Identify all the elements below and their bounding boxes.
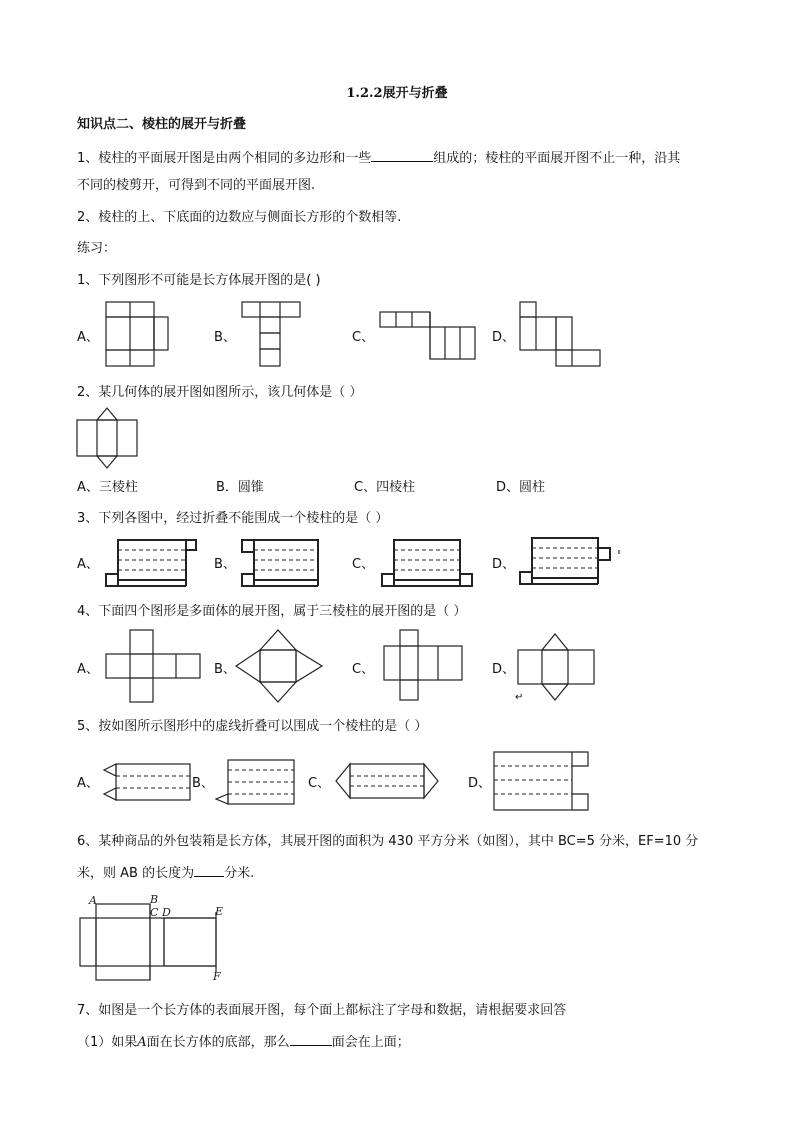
knowledge-point-2: 2、棱柱的上、下底面的边数应与侧面长方形的个数相等. xyxy=(77,210,402,225)
fill-blank-1 xyxy=(371,147,433,162)
q5-figure-c xyxy=(334,754,442,810)
q3-option-d: D、 xyxy=(492,557,516,572)
q2-option-a: A、三棱柱 xyxy=(77,480,138,495)
q7-sub1-mid: 面在长方体的底部，那么 xyxy=(146,1035,290,1050)
q6-box-net-figure xyxy=(78,894,228,986)
q7-sub1-letter: A xyxy=(137,1035,147,1050)
q5-option-a: A、 xyxy=(77,776,99,791)
knowledge-1-after: 组成的；棱柱的平面展开图不止一种，沿其 xyxy=(433,151,681,166)
knowledge-point-1 xyxy=(77,147,680,168)
section-heading: 知识点二、棱柱的展开与折叠 xyxy=(77,117,247,132)
q5-figure-a xyxy=(100,754,196,810)
q1-figure-d xyxy=(518,300,604,370)
label-b: B xyxy=(150,893,159,906)
q3-figure-b xyxy=(240,536,330,590)
q5-figure-d xyxy=(492,748,592,814)
q3-option-a: A、 xyxy=(77,557,99,572)
q4-option-c: C、 xyxy=(352,662,375,677)
label-d: D xyxy=(162,906,171,919)
knowledge-point-1-cont: 不同的棱剪开，可得到不同的平面展开图. xyxy=(77,178,316,193)
q2-option-c: C、四棱柱 xyxy=(354,480,416,495)
q4-figure-b-pyramid-net xyxy=(234,628,326,708)
q4-text: 4、下面四个图形是多面体的展开图，属于三棱柱的展开图的是（ ） xyxy=(77,604,467,619)
q1-option-d: D、 xyxy=(492,330,516,345)
q3-figure-a xyxy=(104,536,200,590)
q4-figure-d-triangular-prism-net xyxy=(516,628,600,708)
q4-figure-c-box-net xyxy=(380,628,466,708)
q2-option-d: D、圆柱 xyxy=(496,480,546,495)
q5-option-d: D、 xyxy=(468,776,492,791)
q3-text: 3、下列各图中，经过折叠不能围成一个棱柱的是（ ） xyxy=(77,511,389,526)
q5-option-c: C、 xyxy=(308,776,331,791)
q6-line2-after: 分米. xyxy=(224,866,255,881)
label-f: F xyxy=(213,970,221,983)
q2-text: 2、某几何体的展开图如图所示，该几何体是（ ） xyxy=(77,385,363,400)
q4-option-d: D、 xyxy=(492,662,516,677)
q3-figure-c xyxy=(378,536,478,590)
q3-option-b: B、 xyxy=(214,557,236,572)
q5-figure-b xyxy=(214,754,302,810)
label-e: E xyxy=(215,905,224,918)
q7-sub1-after: 面会在上面； xyxy=(331,1035,410,1050)
q5-text: 5、按如图所示图形中的虚线折叠可以围成一个棱柱的是（ ） xyxy=(77,719,428,734)
fill-blank-top-face xyxy=(290,1031,332,1046)
q7-sub1-before: （1）如果 xyxy=(77,1035,138,1050)
q1-option-c: C、 xyxy=(352,330,375,345)
q1-figure-c xyxy=(378,310,478,362)
q1-text: 1、下列图形不可能是长方体展开图的是( ) xyxy=(77,273,321,288)
q7-sub1 xyxy=(77,1031,410,1052)
q1-figure-b xyxy=(240,300,300,370)
q1-option-b: B、 xyxy=(214,330,236,345)
label-a: A xyxy=(89,894,97,907)
q4-option-b: B、 xyxy=(214,662,236,677)
q4-figure-a-cube-cross xyxy=(104,628,204,708)
q5-option-b: B、 xyxy=(192,776,214,791)
q4-return-mark: ↵ xyxy=(515,692,524,703)
q7-text: 7、如图是一个长方体的表面展开图，每个面上都标注了字母和数据，请根据要求回答 xyxy=(77,1003,567,1018)
q6-line2 xyxy=(77,862,254,883)
page-title: 1.2.2展开与折叠 xyxy=(346,86,448,101)
q2-option-b: B．圆锥 xyxy=(216,480,264,495)
label-c: C xyxy=(150,906,159,919)
practice-label: 练习： xyxy=(77,241,117,256)
q6-line1: 6、某种商品的外包装箱是长方体，其展开图的面积为 430 平方分米（如图），其中 BC=5 分米，EF=10 分 xyxy=(77,834,699,849)
q1-option-a: A、 xyxy=(77,330,99,345)
q2-figure-prism-net xyxy=(76,406,146,476)
q4-option-a: A、 xyxy=(77,662,99,677)
q6-line2-before: 米，则 AB 的长度为 xyxy=(77,866,195,881)
fill-blank-ab xyxy=(194,862,224,877)
q3-option-c: C、 xyxy=(352,557,375,572)
q1-figure-a xyxy=(100,300,180,370)
q3-figure-d xyxy=(516,532,626,590)
knowledge-1-before: 1、棱柱的平面展开图是由两个相同的多边形和一些 xyxy=(77,151,372,166)
